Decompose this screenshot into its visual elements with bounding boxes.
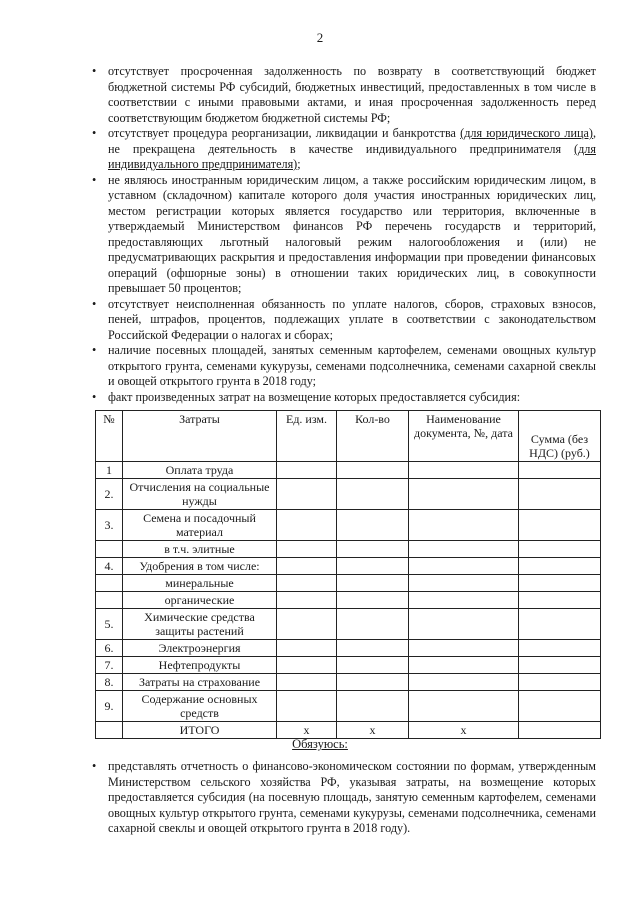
header-costs: Затраты (123, 411, 277, 462)
row-number-cell (96, 575, 123, 592)
quantity-cell (337, 479, 409, 510)
list-item-text: не являюсь иностранным юридическим лицом, а также российским юридическим лицом, в уставном (складочном) капитале которого доля участия иностранных юридических лиц, местом регистрации которых является государство или территория, включенные в утверждаемый Министерством финансов РФ перечень государств и территорий, предоставляющих льготный налоговый режим налогообложения и (или) не предусматривающих раскрытия и предоставления информации при проведении финансовых операций (офшорные зоны) в отношении таких юридических лиц, в совокупности превышает 50 процентов; (108, 172, 596, 295)
list-item-text: наличие посевных площадей, занятых семенным картофелем, семенами овощных культур открытого грунта, семенами кукурузы, семенами подсолнечника, семенами сахарной свеклы и овощей открытого грунта в 2018 году; (108, 343, 596, 388)
obligations-list (92, 759, 596, 837)
condition-item (92, 389, 596, 406)
document-cell (409, 510, 519, 541)
cost-name-cell: Семена и посадочный материал (123, 510, 277, 541)
row-number-cell: 4. (96, 558, 123, 575)
document-cell (409, 657, 519, 674)
document-cell (409, 541, 519, 558)
quantity-cell (337, 592, 409, 609)
sum-cell (519, 479, 601, 510)
unit-cell (277, 674, 337, 691)
cost-name-cell: органические (123, 592, 277, 609)
document-cell (409, 462, 519, 479)
table-row (96, 722, 601, 739)
sum-cell (519, 657, 601, 674)
sum-cell (519, 510, 601, 541)
unit-cell (277, 541, 337, 558)
table-row (96, 541, 601, 558)
table-row (96, 558, 601, 575)
table-row (96, 640, 601, 657)
sum-cell (519, 541, 601, 558)
header-sum: Сумма (без НДС) (руб.) (519, 411, 601, 462)
row-number-cell (96, 592, 123, 609)
underlined-text: (для индивидуального предпринимателя) (108, 141, 596, 171)
quantity-cell (337, 558, 409, 575)
page-number: 2 (316, 30, 324, 45)
row-number-cell: 5. (96, 609, 123, 640)
obligation-heading: Обязуюсь: (292, 737, 348, 751)
unit-cell (277, 640, 337, 657)
document-cell (409, 592, 519, 609)
table-row (96, 510, 601, 541)
cost-name-cell: Химические средства защиты растений (123, 609, 277, 640)
unit-cell (277, 558, 337, 575)
table-row (96, 609, 601, 640)
unit-cell (277, 479, 337, 510)
unit-cell (277, 609, 337, 640)
unit-cell (277, 510, 337, 541)
document-cell (409, 609, 519, 640)
bullet-icon: • (92, 759, 97, 773)
row-number-cell: 9. (96, 691, 123, 722)
sum-cell (519, 674, 601, 691)
header-number: № (96, 411, 123, 462)
document-cell (409, 674, 519, 691)
quantity-cell (337, 462, 409, 479)
quantity-cell (337, 510, 409, 541)
unit-cell (277, 575, 337, 592)
sum-cell (519, 609, 601, 640)
condition-item (92, 126, 596, 173)
row-number-cell: 7. (96, 657, 123, 674)
header-quantity: Кол-во (337, 411, 409, 462)
bullet-icon: • (92, 172, 97, 187)
list-item-text: отсутствует просроченная задолженность по возврату в соответствующий бюджет бюджетной системы РФ субсидий, бюджетных инвестиций, предоставленных в том числе в соответствии с иными правовыми актами, и иная просроченная задолженность перед соответствующим бюджетом бюджетной системы РФ; (108, 64, 596, 125)
row-number-cell: 6. (96, 640, 123, 657)
bullet-icon: • (92, 389, 97, 404)
table-row (96, 575, 601, 592)
list-item-text: , не прекращена деятельность в качестве индивидуального предпринимателя (108, 126, 596, 156)
header-document: Наименование документа, №, дата (409, 411, 519, 462)
cost-name-cell: Удобрения в том числе: (123, 558, 277, 575)
cost-name-cell: Затраты на страхование (123, 674, 277, 691)
cost-name-cell: минеральные (123, 575, 277, 592)
row-number-cell: 8. (96, 674, 123, 691)
underlined-text: (для юридического лица) (460, 126, 593, 140)
cost-name-cell: Отчисления на социальные нужды (123, 479, 277, 510)
quantity-cell (337, 541, 409, 558)
sum-cell (519, 558, 601, 575)
quantity-cell (337, 657, 409, 674)
cost-name-cell: ИТОГО (123, 722, 277, 739)
condition-item (92, 343, 596, 390)
table-row (96, 674, 601, 691)
obligation-item (92, 759, 596, 837)
table-row (96, 657, 601, 674)
table-row (96, 479, 601, 510)
cost-name-cell: Содержание основных средств (123, 691, 277, 722)
list-item-text: факт произведенных затрат на возмещение которых предоставляется субсидия: (108, 389, 521, 404)
header-unit: Ед. изм. (277, 411, 337, 462)
unit-cell (277, 462, 337, 479)
sum-cell (519, 462, 601, 479)
condition-item (92, 172, 596, 297)
cost-name-cell: Электроэнергия (123, 640, 277, 657)
quantity-cell (337, 575, 409, 592)
quantity-cell: х (337, 722, 409, 739)
list-item-text: ; (297, 157, 301, 171)
list-item-text: отсутствует процедура реорганизации, ликвидации и банкротства (108, 126, 461, 140)
unit-cell (277, 691, 337, 722)
row-number-cell (96, 541, 123, 558)
conditions-list (92, 64, 596, 405)
table-row (96, 462, 601, 479)
document-cell: х (409, 722, 519, 739)
condition-item (92, 296, 596, 344)
quantity-cell (337, 674, 409, 691)
table-row (96, 691, 601, 722)
condition-item (92, 64, 596, 126)
list-item-text: отсутствует неисполненная обязанность по уплате налогов, сборов, страховых взносов, пеней, штрафов, процентов, подлежащих уплате в соответствии с законодательством Российской Федерации о налогах и сборах; (108, 296, 596, 342)
cost-name-cell: в т.ч. элитные (123, 541, 277, 558)
bullet-icon: • (92, 126, 97, 140)
list-item-text: представлять отчетность о финансово-экономическом состоянии по формам, утвержденным Министерством сельского хозяйства РФ, указывая затраты, на возмещение которых предоставляется субсидия (на посевную площадь, занятую семенным картофелем, семенами овощных культур открытого грунта, семенами кукурузы, семенами подсолнечника, семенами сахарной свеклы и овощей открытого грунта в 2018 году). (108, 759, 596, 835)
table-header-row (96, 411, 601, 462)
bullet-icon: • (92, 64, 97, 78)
row-number-cell (96, 722, 123, 739)
bullet-icon: • (92, 296, 97, 311)
unit-cell: х (277, 722, 337, 739)
unit-cell (277, 592, 337, 609)
table-row (96, 592, 601, 609)
sum-cell (519, 722, 601, 739)
quantity-cell (337, 640, 409, 657)
document-cell (409, 640, 519, 657)
sum-cell (519, 691, 601, 722)
quantity-cell (337, 609, 409, 640)
cost-name-cell: Нефтепродукты (123, 657, 277, 674)
row-number-cell: 3. (96, 510, 123, 541)
cost-name-cell: Оплата труда (123, 462, 277, 479)
document-cell (409, 479, 519, 510)
sum-cell (519, 575, 601, 592)
costs-table (95, 410, 601, 739)
document-cell (409, 575, 519, 592)
bullet-icon: • (92, 343, 97, 357)
quantity-cell (337, 691, 409, 722)
document-cell (409, 558, 519, 575)
document-cell (409, 691, 519, 722)
row-number-cell: 2. (96, 479, 123, 510)
sum-cell (519, 640, 601, 657)
sum-cell (519, 592, 601, 609)
unit-cell (277, 657, 337, 674)
row-number-cell: 1 (96, 462, 123, 479)
